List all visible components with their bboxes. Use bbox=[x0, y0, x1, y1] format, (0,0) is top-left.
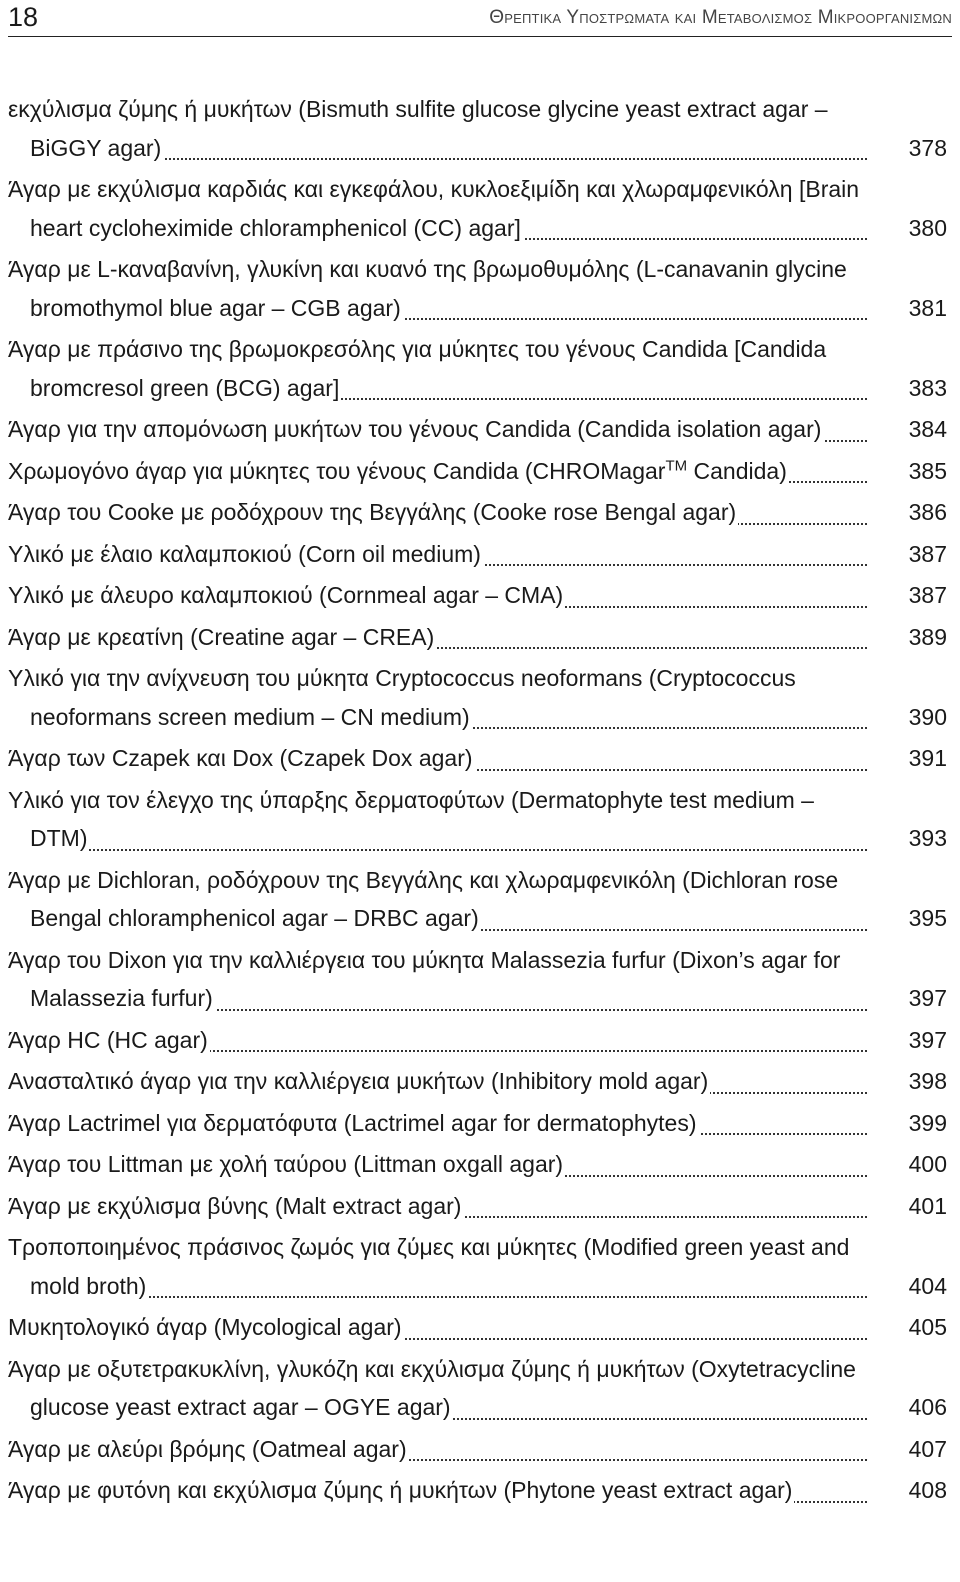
toc-entry bbox=[0, 410, 960, 449]
toc-entry-text: Άγαρ με Dichloran, ροδόχρουν της Βεγγάλης και χλωραμφενικόλη (Dichloran rose Bengal chloramphenicol agar – DRBC agar) bbox=[8, 866, 839, 931]
toc-entry-text: Άγαρ του Cooke με ροδόχρουν της Βεγγάλης (Cooke rose Bengal agar) bbox=[8, 499, 737, 525]
toc-entry bbox=[0, 452, 960, 491]
toc-entry-page-number: 393 bbox=[908, 825, 947, 851]
toc-entry-page-number: 404 bbox=[908, 1272, 947, 1299]
toc-entry bbox=[0, 90, 960, 167]
toc-entry-page-number: 389 bbox=[908, 623, 947, 650]
toc-entry-page-number: 380 bbox=[908, 214, 947, 241]
toc-entry-page-number: 405 bbox=[908, 1314, 947, 1340]
toc-entry bbox=[0, 618, 960, 657]
toc-entry bbox=[0, 1228, 960, 1305]
toc-entry-text: Άγαρ για την απομόνωση μυκήτων του γένους Candida (Candida isolation agar) bbox=[8, 416, 822, 442]
toc-entry bbox=[0, 1471, 960, 1510]
toc-entry bbox=[0, 576, 960, 615]
page-header bbox=[8, 0, 952, 37]
toc-entry bbox=[0, 535, 960, 574]
toc-entry-text: Υλικό με άλευρο καλαμποκιού (Cornmeal agar – CMA) bbox=[8, 582, 564, 608]
toc-entry-title bbox=[8, 1356, 856, 1421]
toc-entry-text: Άγαρ HC (HC agar) bbox=[8, 1026, 208, 1053]
dot-leader bbox=[30, 849, 867, 851]
toc-entry-page-number: 408 bbox=[908, 1477, 947, 1503]
toc-entry bbox=[0, 1187, 960, 1226]
toc-entry bbox=[0, 781, 960, 858]
toc-entry bbox=[0, 1308, 960, 1347]
toc-entry-text: Άγαρ με εκχύλισμα καρδιάς και εγκεφάλου, κυκλοεξιμίδη και χλωραμφενικόλη [Brain heart cycloheximide chloramphenicol (CC) agar] bbox=[8, 176, 860, 241]
toc-entry bbox=[0, 493, 960, 532]
toc-entry-title bbox=[8, 787, 814, 852]
toc-entry-text: Άγαρ με αλεύρι βρόμης (Oatmeal agar) bbox=[8, 1435, 407, 1462]
toc-entry-title bbox=[8, 1234, 849, 1299]
trademark-superscript: TM bbox=[665, 456, 688, 474]
toc-entry-page-number: 398 bbox=[908, 1068, 947, 1094]
toc-entry-text: Άγαρ με πράσινο της βρωμοκρεσόλης για μύκητες του γένους Candida [Candida bromcresol green (BCG) agar] bbox=[8, 336, 827, 401]
toc-entry-title bbox=[8, 1068, 710, 1094]
toc-entry-title bbox=[8, 541, 483, 567]
toc-entry-page-number: 401 bbox=[908, 1192, 947, 1219]
toc-entry-title bbox=[8, 96, 828, 161]
toc-entry bbox=[0, 170, 960, 247]
toc-entry-page-number: 407 bbox=[908, 1435, 947, 1462]
toc-entry-text: Άγαρ με οξυτετρακυκλίνη, γλυκόζη και εκχύλισμα ζύμης ή μυκήτων (Oxytetracycline glucose yeast extract agar – OGYE agar) bbox=[8, 1355, 856, 1420]
toc-entry-text: Άγαρ των Czapek και Dox (Czapek Dox agar) bbox=[8, 745, 473, 771]
toc-entry-title bbox=[8, 1027, 210, 1053]
toc-entry-title bbox=[8, 624, 436, 650]
toc-entry-title bbox=[8, 745, 475, 771]
toc-entry bbox=[0, 1145, 960, 1184]
toc-entry-title bbox=[8, 947, 840, 1012]
toc-entry bbox=[0, 1104, 960, 1143]
running-head: Θρεπτικα Υποστρωματα και Μεταβολισμος Μικροοργανισμων bbox=[489, 7, 952, 28]
toc-entry-title bbox=[8, 867, 838, 932]
toc-entry-page-number: 397 bbox=[908, 985, 947, 1011]
toc-entry-page-number: 384 bbox=[908, 416, 947, 442]
toc-entry bbox=[0, 250, 960, 327]
toc-entry bbox=[0, 330, 960, 407]
toc-entry-text: Υλικό για την ανίχνευση του μύκητα Cryptococcus neoformans (Cryptococcus neoformans screen medium – CN medium) bbox=[8, 665, 796, 730]
toc-entry-title bbox=[8, 176, 859, 241]
toc-entry bbox=[0, 861, 960, 938]
toc-entry bbox=[0, 739, 960, 778]
toc-entry-page-number: 386 bbox=[908, 499, 947, 525]
toc-entry-page-number: 399 bbox=[908, 1109, 947, 1136]
toc-entry-title bbox=[8, 458, 789, 484]
toc-entry bbox=[0, 1021, 960, 1060]
toc-entry-page-number: 381 bbox=[908, 294, 947, 321]
table-of-contents bbox=[0, 90, 960, 1513]
toc-entry-title bbox=[8, 1477, 794, 1503]
toc-entry-title bbox=[8, 1314, 404, 1340]
page-number: 18 bbox=[8, 2, 39, 32]
toc-entry-page-number: 397 bbox=[908, 1026, 947, 1053]
toc-entry-page-number: 387 bbox=[908, 540, 947, 567]
toc-entry bbox=[0, 1062, 960, 1101]
toc-entry-page-number: 391 bbox=[908, 745, 947, 771]
toc-entry-title bbox=[8, 582, 565, 608]
toc-entry-title bbox=[8, 1193, 463, 1219]
toc-entry-title bbox=[8, 499, 738, 525]
toc-entry-text: Άγαρ με κρεατίνη (Creatine agar – CREA) bbox=[8, 623, 435, 650]
toc-entry-text: Άγαρ του Littman με χολή ταύρου (Littman oxgall agar) bbox=[8, 1151, 564, 1177]
toc-entry bbox=[0, 1430, 960, 1469]
toc-entry-page-number: 406 bbox=[908, 1394, 947, 1420]
toc-entry-text: Άγαρ Lactrimel για δερματόφυτα (Lactrimel agar for dermatophytes) bbox=[8, 1109, 697, 1136]
toc-entry-page-number: 387 bbox=[908, 582, 947, 608]
toc-entry-text: Υλικό με έλαιο καλαμποκιού (Corn oil medium) bbox=[8, 540, 481, 567]
toc-entry-text: Άγαρ με εκχύλισμα βύνης (Malt extract agar) bbox=[8, 1192, 462, 1219]
toc-entry-title bbox=[8, 1110, 699, 1136]
toc-entry bbox=[0, 1350, 960, 1427]
toc-entry-title bbox=[8, 665, 796, 730]
toc-entry-text: εκχύλισμα ζύμης ή μυκήτων (Bismuth sulfite glucose glycine yeast extract agar – BiGGY agar) bbox=[8, 96, 828, 161]
toc-entry-text: Τροποποιημένος πράσινος ζωμός για ζύμες και μύκητες (Modified green yeast and mold broth) bbox=[8, 1234, 850, 1299]
toc-entry-page-number: 383 bbox=[908, 374, 947, 401]
toc-entry-text: Άγαρ του Dixon για την καλλιέργεια του μύκητα Malassezia furfur (Dixon’s agar for Malassezia furfur) bbox=[8, 946, 841, 1011]
toc-entry-text: Χρωμογόνο άγαρ για μύκητες του γένους Candida (CHROMagar bbox=[8, 457, 666, 484]
toc-entry-title bbox=[8, 1151, 565, 1177]
toc-entry-title bbox=[8, 416, 823, 442]
toc-entry-text: Άγαρ με φυτόνη και εκχύλισμα ζύμης ή μυκήτων (Phytone yeast extract agar) bbox=[8, 1477, 793, 1503]
toc-entry-page-number: 385 bbox=[908, 457, 947, 484]
toc-entry bbox=[0, 941, 960, 1018]
toc-entry-title bbox=[8, 1436, 409, 1462]
toc-entry-page-number: 390 bbox=[908, 703, 947, 730]
dot-leader bbox=[30, 1296, 867, 1298]
toc-entry bbox=[0, 659, 960, 736]
toc-entry-text-continued: Candida) bbox=[687, 457, 787, 484]
toc-entry-page-number: 378 bbox=[908, 134, 947, 161]
toc-entry-page-number: 395 bbox=[908, 905, 947, 931]
toc-entry-text: Υλικό για τον έλεγχο της ύπαρξης δερματοφύτων (Dermatophyte test medium – DTM) bbox=[8, 786, 814, 851]
toc-entry-title bbox=[8, 336, 826, 401]
toc-entry-text: Άγαρ με L-καναβανίνη, γλυκίνη και κυανό της βρωμοθυμόλης (L-canavanin glycine bromothymol blue agar – CGB agar) bbox=[8, 256, 847, 321]
toc-entry-title bbox=[8, 256, 847, 321]
toc-entry-page-number: 400 bbox=[908, 1151, 947, 1177]
toc-entry-text: Μυκητολογικό άγαρ (Mycological agar) bbox=[8, 1314, 402, 1340]
toc-entry-text: Ανασταλτικό άγαρ για την καλλιέργεια μυκήτων (Inhibitory mold agar) bbox=[8, 1068, 709, 1094]
